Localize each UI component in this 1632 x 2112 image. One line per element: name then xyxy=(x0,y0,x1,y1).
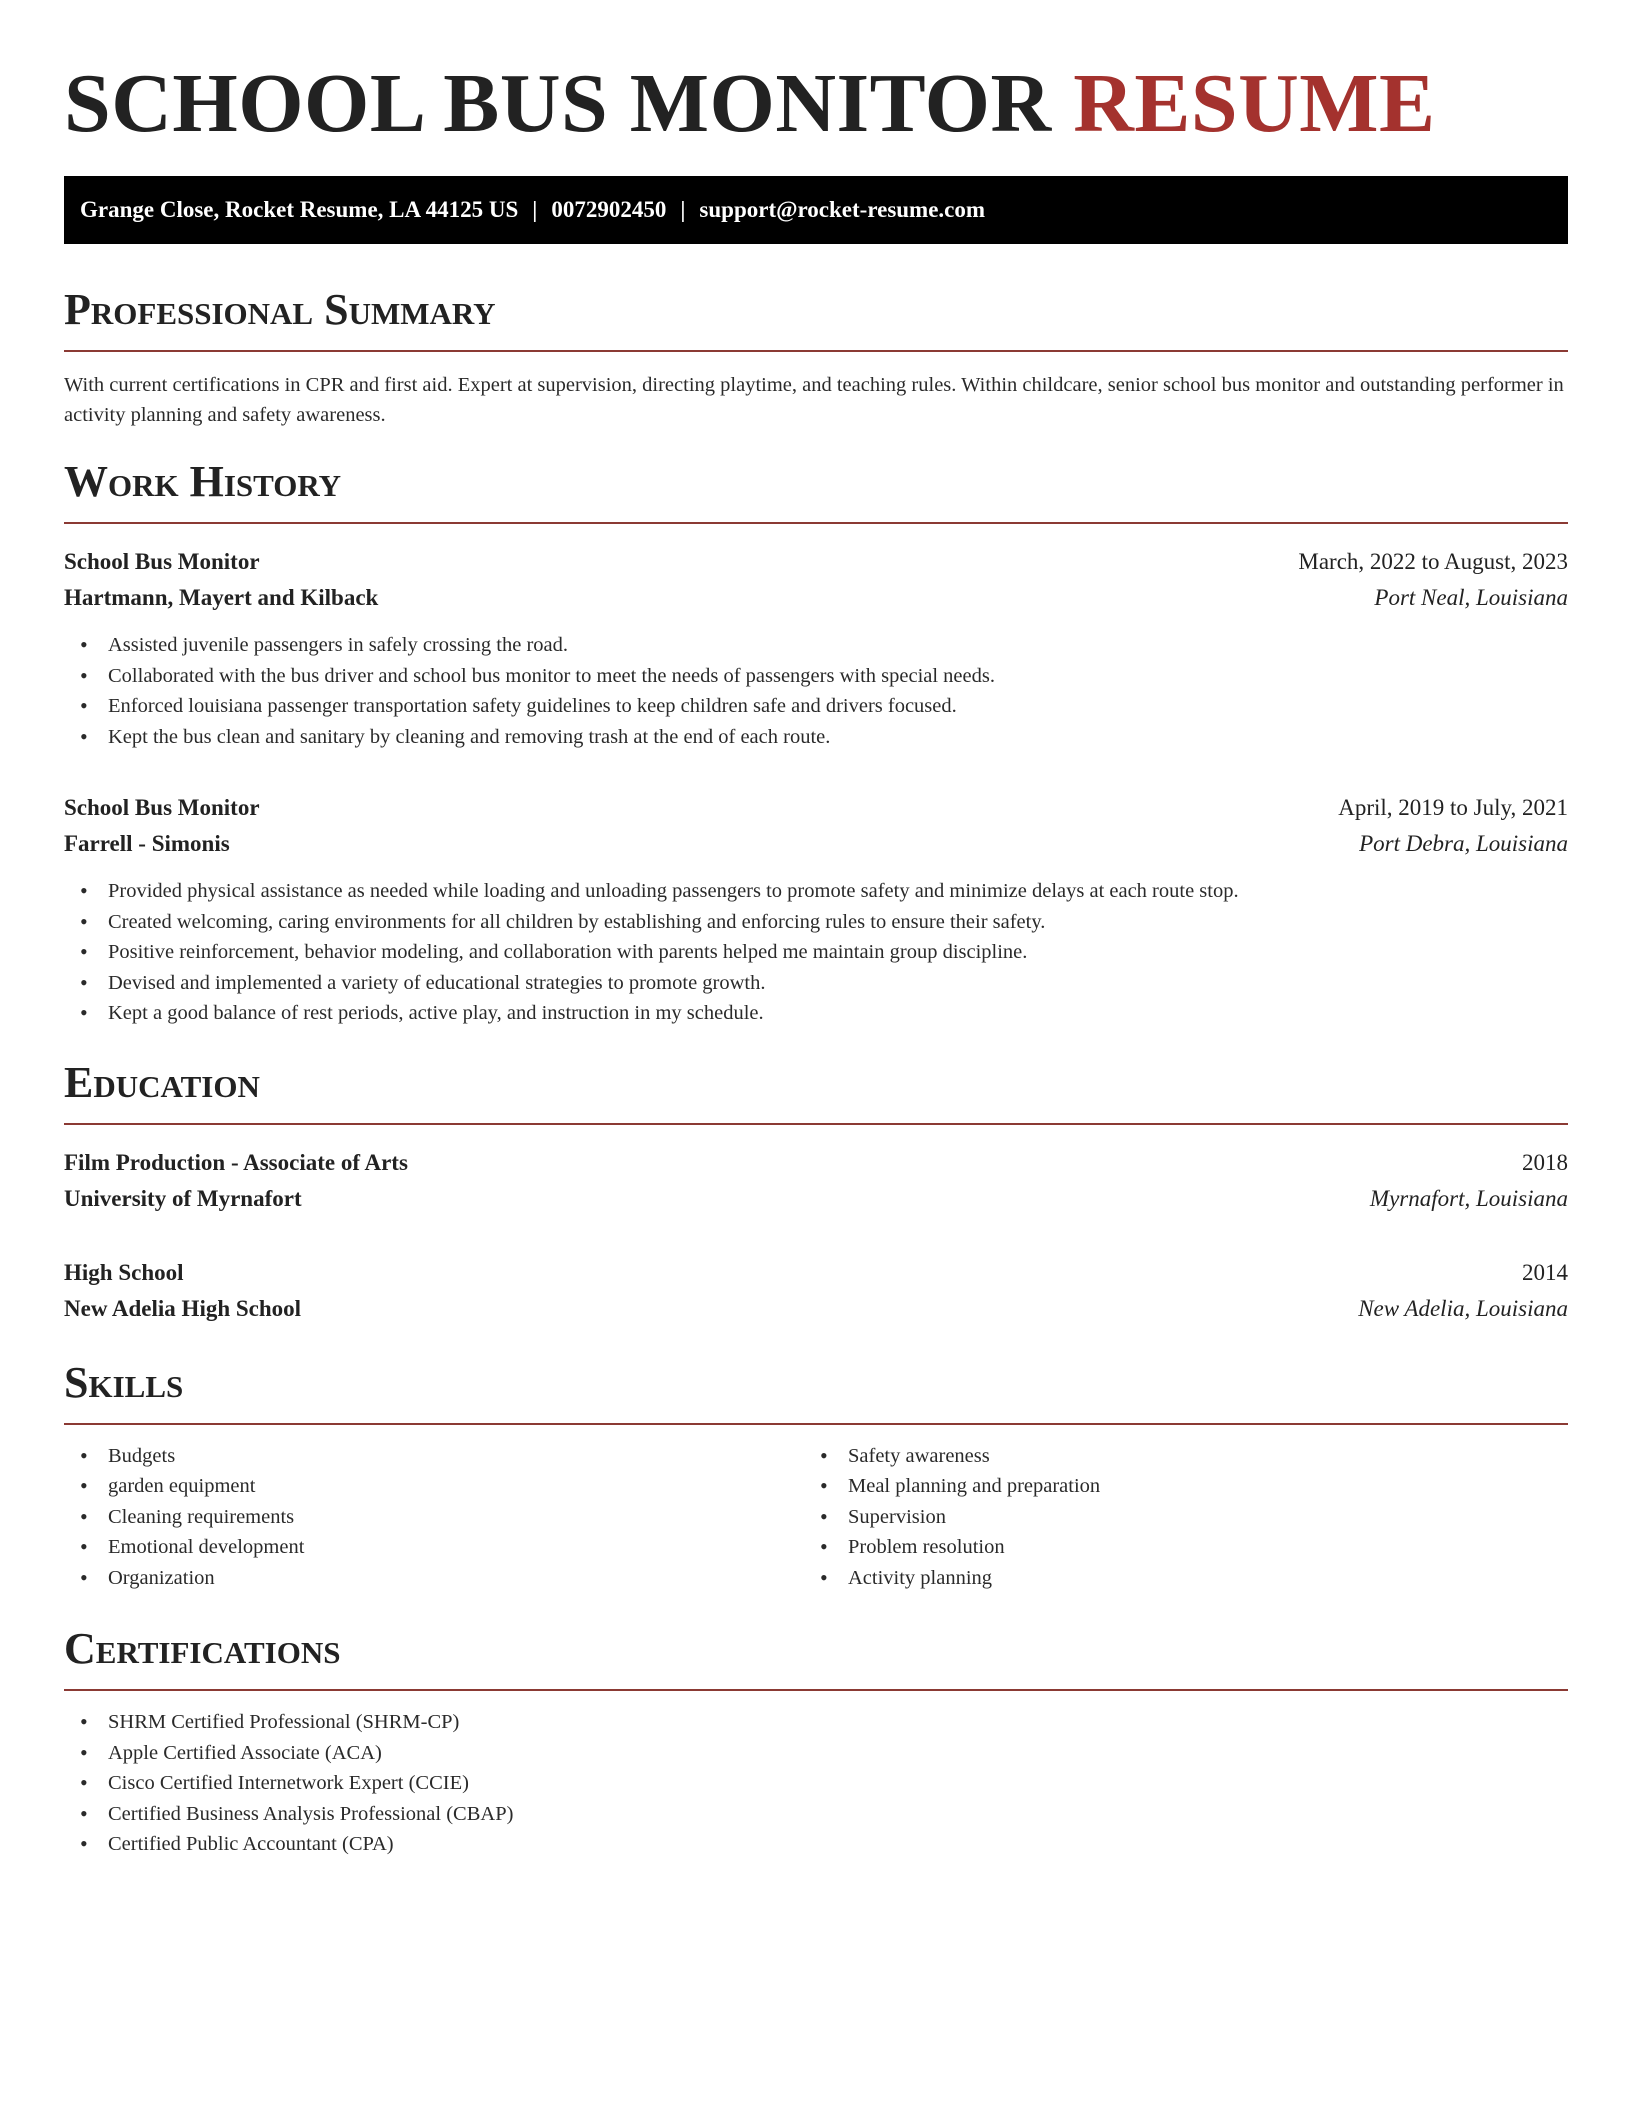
job-bullet: • Created welcoming, caring environments for all children by establishing and enforcing rules to ensure their safety. xyxy=(64,907,1568,938)
job-location: Port Debra, Louisiana xyxy=(1359,831,1568,856)
education-degree: High School xyxy=(64,1259,184,1285)
skills-list-right xyxy=(804,1441,1564,1594)
job-bullet: • Collaborated with the bus driver and school bus monitor to meet the needs of passengers with special needs. xyxy=(64,661,1568,692)
job-entry xyxy=(64,544,1568,752)
skill-item: • Meal planning and preparation xyxy=(804,1471,1564,1502)
education-entry xyxy=(64,1255,1568,1327)
education-entry xyxy=(64,1145,1568,1217)
education-school: University of Myrnafort xyxy=(64,1185,302,1211)
job-bullets xyxy=(64,876,1568,1029)
job-title: School Bus Monitor xyxy=(64,795,260,820)
job-bullet: • Provided physical assistance as needed while loading and unloading passengers to promote safety and minimize delays at each route stop. xyxy=(64,876,1568,907)
certifications-list xyxy=(64,1707,1568,1860)
contact-address: Grange Close, Rocket Resume, LA 44125 US xyxy=(80,197,519,222)
skill-item: • Organization xyxy=(64,1563,804,1594)
job-bullet: • Assisted juvenile passengers in safely crossing the road. xyxy=(64,630,1568,661)
contact-separator: | xyxy=(680,197,686,222)
contact-phone[interactable]: 0072902450 xyxy=(551,197,667,222)
certifications-section xyxy=(64,1623,1568,1860)
job-company: Hartmann, Mayert and Kilback xyxy=(64,585,379,610)
education-location: New Adelia, Louisiana xyxy=(1358,1295,1568,1321)
certification-item: • Certified Public Accountant (CPA) xyxy=(64,1829,1568,1860)
job-entry xyxy=(64,790,1568,1029)
certification-item: • Certified Business Analysis Professional (CBAP) xyxy=(64,1799,1568,1830)
job-bullet: • Enforced louisiana passenger transportation safety guidelines to keep children safe and drivers focused. xyxy=(64,691,1568,722)
summary-section xyxy=(64,284,1568,430)
skills-grid xyxy=(64,1441,1568,1594)
skills-heading: Skills xyxy=(64,1357,1568,1425)
education-location: Myrnafort, Louisiana xyxy=(1369,1185,1568,1211)
contact-separator: | xyxy=(532,197,538,222)
job-location: Port Neal, Louisiana xyxy=(1374,585,1568,610)
certifications-heading: Certifications xyxy=(64,1623,1568,1691)
certification-item: • Cisco Certified Internetwork Expert (CCIE) xyxy=(64,1768,1568,1799)
job-bullet: • Positive reinforcement, behavior modeling, and collaboration with parents helped me maintain group discipline. xyxy=(64,937,1568,968)
skill-item: • Activity planning xyxy=(804,1563,1564,1594)
resume-title xyxy=(64,0,1568,152)
skills-section xyxy=(64,1357,1568,1594)
job-title: School Bus Monitor xyxy=(64,549,260,574)
job-bullet: • Kept a good balance of rest periods, active play, and instruction in my schedule. xyxy=(64,998,1568,1029)
summary-text: With current certifications in CPR and first aid. Expert at supervision, directing playtime, and teaching rules. Within childcare, senior school bus monitor and outstanding performer in activity planning and safety awareness. xyxy=(64,374,1564,426)
skill-item: • Emotional development xyxy=(64,1532,804,1563)
skill-item: • Supervision xyxy=(804,1502,1564,1533)
resume-page xyxy=(64,0,1568,1860)
contact-email[interactable]: support@rocket-resume.com xyxy=(699,197,986,222)
certification-item: • Apple Certified Associate (ACA) xyxy=(64,1738,1568,1769)
certification-item: • SHRM Certified Professional (SHRM-CP) xyxy=(64,1707,1568,1738)
work-history-heading: Work History xyxy=(64,456,1568,524)
skill-item: • Problem resolution xyxy=(804,1532,1564,1563)
summary-heading: Professional Summary xyxy=(64,284,1568,352)
skill-item: • Cleaning requirements xyxy=(64,1502,804,1533)
skills-list-left xyxy=(64,1441,804,1594)
title-main: SCHOOL BUS MONITOR xyxy=(64,57,1052,150)
contact-bar xyxy=(64,176,1568,244)
education-heading: Education xyxy=(64,1057,1568,1125)
job-bullet: • Devised and implemented a variety of educational strategies to promote growth. xyxy=(64,968,1568,999)
education-degree: Film Production - Associate of Arts xyxy=(64,1149,408,1175)
education-year: 2014 xyxy=(1522,1259,1568,1285)
education-section xyxy=(64,1057,1568,1327)
skill-item: • Budgets xyxy=(64,1441,804,1472)
skill-item: • garden equipment xyxy=(64,1471,804,1502)
education-school: New Adelia High School xyxy=(64,1295,302,1321)
job-bullets xyxy=(64,630,1568,752)
job-dates: April, 2019 to July, 2021 xyxy=(1338,795,1568,820)
job-bullet: • Kept the bus clean and sanitary by cleaning and removing trash at the end of each route. xyxy=(64,722,1568,753)
education-year: 2018 xyxy=(1522,1149,1568,1175)
job-dates: March, 2022 to August, 2023 xyxy=(1298,549,1568,574)
skill-item: • Safety awareness xyxy=(804,1441,1564,1472)
title-accent: RESUME xyxy=(1073,57,1436,150)
work-history-section xyxy=(64,456,1568,1029)
job-company: Farrell - Simonis xyxy=(64,831,230,856)
